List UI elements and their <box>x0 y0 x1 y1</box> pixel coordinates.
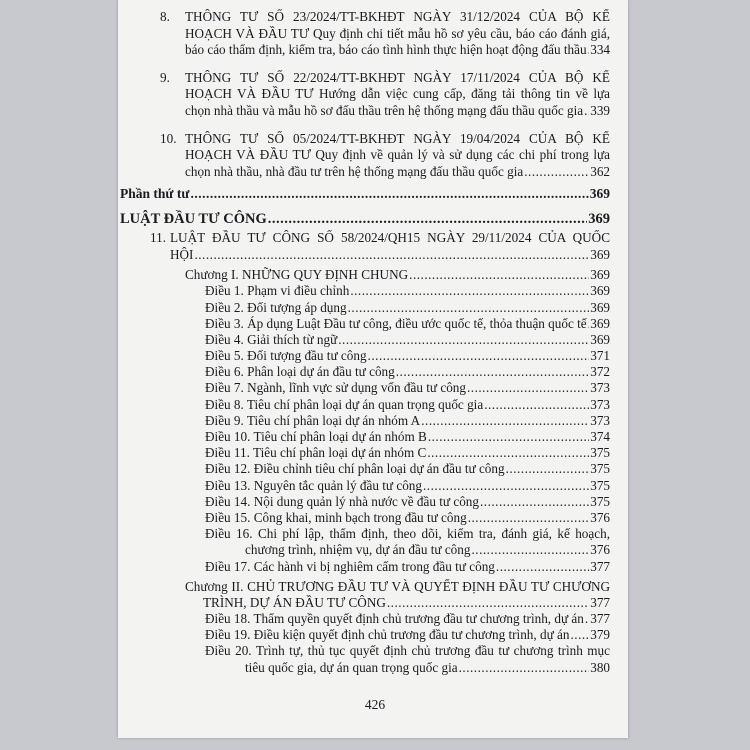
toc-entry-article <box>120 364 610 380</box>
entry-line <box>185 164 610 181</box>
entry-title: Phần thứ tư <box>120 186 190 202</box>
entry-title: Chương I. NHỮNG QUY ĐỊNH CHUNG <box>185 267 409 283</box>
entry-title: chọn nhà thầu, nhà đầu tư trên hệ thống mạng đấu thầu quốc gia <box>185 163 524 179</box>
entry-line <box>205 542 610 558</box>
toc-entry-law <box>120 210 610 229</box>
toc-entry-article <box>120 526 610 558</box>
entry-title: LUẬT ĐẦU TƯ CÔNG <box>120 210 267 227</box>
entry-title: Điều 13. Nguyên tắc quản lý đầu tư công <box>205 477 422 493</box>
entry-page: 373 <box>590 412 610 428</box>
toc-entry-article <box>120 611 610 627</box>
entry-line <box>185 103 610 120</box>
toc-entry-article <box>120 300 610 316</box>
entry-line <box>205 611 610 627</box>
entry-title: Điều 17. Các hành vi bị nghiêm cấm trong đầu tư công <box>205 558 495 574</box>
entry-number: 8. <box>160 9 170 24</box>
entry-title: Điều 3. Áp dụng Luật Đầu tư công, điều ước quốc tế, thỏa thuận quốc tế <box>205 315 587 331</box>
dot-leader <box>396 364 589 380</box>
dot-leader <box>194 247 589 264</box>
entry-line: THÔNG TƯ SỐ 23/2024/TT-BKHĐT NGÀY 31/12/2024 CỦA BỘ KẾ <box>185 9 610 24</box>
dot-leader <box>467 380 589 396</box>
entry-title: Điều 9. Tiêu chí phân loại dự án nhóm A <box>205 412 421 428</box>
dot-leader <box>471 542 589 558</box>
entry-page: 334 <box>590 42 610 58</box>
toc-entry-article <box>120 559 610 575</box>
entry-page: 375 <box>590 477 610 493</box>
dot-leader <box>480 494 589 510</box>
entry-line <box>205 445 610 461</box>
entry-title: Điều 10. Tiêu chí phân loại dự án nhóm B <box>205 429 427 444</box>
table-of-contents <box>120 9 610 676</box>
entry-line: Điều 16. Chi phí lập, thẩm định, theo dõi, kiểm tra, đánh giá, kế hoạch, <box>205 526 610 542</box>
dot-leader <box>428 429 589 445</box>
dot-leader <box>496 559 589 575</box>
entry-title: tiêu quốc gia, dự án quan trọng quốc gia <box>245 659 458 675</box>
entry-title: TRÌNH, DỰ ÁN ĐẦU TƯ CÔNG <box>203 594 386 610</box>
toc-entry-article <box>120 461 610 477</box>
dot-leader <box>468 510 590 526</box>
page-number: 426 <box>364 697 386 712</box>
entry-line <box>120 210 610 229</box>
entry-page: 375 <box>590 493 610 509</box>
entry-page: 373 <box>590 396 610 412</box>
entry-page: 379 <box>590 627 610 643</box>
entry-line <box>205 510 610 526</box>
entry-number: 9. <box>160 69 170 85</box>
dot-leader <box>409 267 589 283</box>
toc-entry-article <box>120 627 610 643</box>
entry-line <box>205 332 610 348</box>
dot-leader <box>524 164 589 181</box>
entry-line: HOẠCH VÀ ĐẦU TƯ Quy định chi tiết mẫu hồ sơ yêu cầu, báo cáo đánh giá, <box>185 25 610 41</box>
entry-title: Điều 19. Điều kiện quyết định chủ trương đầu tư chương trình, dự án <box>205 627 570 643</box>
entry-line <box>185 267 610 283</box>
entry-title: báo cáo thẩm định, kiểm tra, báo cáo tình hình thực hiện hoạt động đấu thầu <box>185 42 587 58</box>
entry-title: Điều 1. Phạm vi điều chỉnh <box>205 283 350 299</box>
entry-page: 376 <box>590 542 610 558</box>
entry-line <box>205 300 610 316</box>
entry-line <box>205 283 610 299</box>
toc-entry-article <box>120 478 610 494</box>
entry-title: Điều 7. Ngành, lĩnh vực sử dụng vốn đầu tư công <box>205 380 466 396</box>
entry-page: 369 <box>590 331 610 347</box>
entry-line <box>205 478 610 494</box>
entry-page: 369 <box>590 299 610 315</box>
dot-leader <box>350 283 589 299</box>
toc-entry-article <box>120 332 610 348</box>
entry-title: Điều 18. Thẩm quyền quyết định chủ trương đầu tư chương trình, dự án <box>205 611 584 627</box>
entry-line <box>205 364 610 380</box>
entry-line <box>185 595 610 611</box>
entry-line <box>205 348 610 364</box>
toc-entry-article <box>120 397 610 413</box>
dot-leader <box>421 413 589 429</box>
dot-leader <box>584 103 589 120</box>
entry-number: 11. <box>150 229 166 245</box>
entry-title: Điều 11. Tiêu chí phân loại dự án nhóm C <box>205 445 427 461</box>
entry-title: Điều 2. Đối tượng áp dụng <box>205 299 347 315</box>
entry-line <box>205 397 610 413</box>
entry-page: 374 <box>590 429 610 444</box>
dot-leader <box>585 611 589 627</box>
toc-entry-item11 <box>120 230 610 263</box>
entry-page: 373 <box>590 380 610 396</box>
entry-title: Điều 8. Tiêu chí phân loại dự án quan trọng quốc gia <box>205 396 484 412</box>
toc-entry-article <box>120 510 610 526</box>
entry-page: 369 <box>590 246 610 262</box>
entry-page: 339 <box>590 102 610 118</box>
entry-title: Điều 4. Giải thích từ ngữ <box>205 331 338 347</box>
toc-entry-chapter <box>120 267 610 283</box>
toc-entry-article <box>120 643 610 675</box>
entry-line <box>205 494 610 510</box>
toc-entry-article <box>120 283 610 299</box>
entry-line <box>170 247 610 264</box>
entry-title: HỘI <box>170 246 194 262</box>
entry-line: Chương II. CHỦ TRƯƠNG ĐẦU TƯ VÀ QUYẾT ĐỊNH ĐẦU TƯ CHƯƠNG <box>185 578 610 594</box>
dot-leader <box>368 348 590 364</box>
dot-leader <box>588 42 590 59</box>
dot-leader <box>268 210 587 229</box>
toc-entry-article <box>120 348 610 364</box>
dot-leader <box>459 660 590 676</box>
entry-line <box>120 186 610 203</box>
entry-title: Điều 6. Phân loại dự án đầu tư công <box>205 364 395 380</box>
entry-page: 375 <box>590 461 610 477</box>
entry-line <box>205 461 610 477</box>
entry-title: Điều 12. Điều chỉnh tiêu chí phân loại dự án đầu tư công <box>205 461 505 477</box>
entry-line: Điều 20. Trình tự, thủ tục quyết định chủ trương đầu tư chương trình mục <box>205 643 610 659</box>
entry-page: 369 <box>590 315 610 331</box>
entry-line <box>205 316 610 332</box>
entry-number: 10. <box>160 130 177 146</box>
dot-leader <box>190 186 588 203</box>
toc-entry-item <box>120 9 610 59</box>
toc-entry-article <box>120 429 610 445</box>
toc-entry-item <box>120 131 610 181</box>
dot-leader <box>338 332 589 348</box>
entry-line <box>185 42 610 59</box>
entry-title: chương trình, nhiệm vụ, dự án đầu tư công <box>245 542 471 558</box>
toc-entry-article <box>120 445 610 461</box>
entry-page: 372 <box>590 364 610 380</box>
dot-leader <box>570 627 589 643</box>
entry-page: 377 <box>590 594 610 610</box>
entry-page: 371 <box>590 348 610 364</box>
entry-page: 380 <box>590 659 610 675</box>
dot-leader <box>427 445 589 461</box>
entry-line <box>205 413 610 429</box>
entry-line: THÔNG TƯ SỐ 05/2024/TT-BKHĐT NGÀY 19/04/2024 CỦA BỘ KẾ <box>185 130 610 146</box>
entry-page: 369 <box>590 283 610 299</box>
toc-entry-article <box>120 380 610 396</box>
entry-title: Điều 15. Công khai, minh bạch trong đầu tư công <box>205 509 467 525</box>
entry-line: THÔNG TƯ SỐ 22/2024/TT-BKHĐT NGÀY 17/11/2024 CỦA BỘ KẾ <box>185 69 610 85</box>
entry-page: 369 <box>590 267 610 283</box>
dot-leader <box>506 461 590 477</box>
dot-leader <box>348 300 590 316</box>
entry-title: Điều 14. Nội dung quản lý nhà nước về đầu tư công <box>205 493 479 509</box>
entry-page: 376 <box>590 509 610 525</box>
entry-page: 369 <box>588 210 610 227</box>
dot-leader <box>423 478 589 494</box>
toc-entry-chapter <box>120 579 610 611</box>
toc-entry-article <box>120 316 610 332</box>
entry-line <box>205 559 610 575</box>
entry-line <box>205 660 610 676</box>
entry-page: 369 <box>589 186 610 202</box>
entry-line <box>205 380 610 396</box>
entry-line: HOẠCH VÀ ĐẦU TƯ Hướng dẫn việc cung cấp, đăng tải thông tin về lựa <box>185 86 610 102</box>
dot-leader <box>387 595 589 611</box>
toc-entry-part <box>120 186 610 203</box>
dot-leader <box>484 397 589 413</box>
entry-line <box>205 627 610 643</box>
entry-page: 375 <box>590 445 610 461</box>
entry-title: chọn nhà thầu và mẫu hồ sơ đấu thầu trên hệ thống mạng đấu thầu quốc gia <box>185 102 584 118</box>
entry-page: 377 <box>590 611 610 627</box>
entry-line: LUẬT ĐẦU TƯ CÔNG SỐ 58/2024/QH15 NGÀY 29/11/2024 CỦA QUỐC <box>170 229 610 245</box>
dot-leader <box>588 316 590 332</box>
entry-page: 362 <box>590 163 610 179</box>
entry-page: 377 <box>590 558 610 574</box>
toc-entry-article <box>120 494 610 510</box>
entry-title: Điều 5. Đối tượng đầu tư công <box>205 348 367 364</box>
toc-entry-item <box>120 70 610 120</box>
toc-entry-article <box>120 413 610 429</box>
entry-line: HOẠCH VÀ ĐẦU TƯ Quy định về quản lý và sử dụng các chi phí trong lựa <box>185 147 610 163</box>
entry-line <box>205 429 610 445</box>
